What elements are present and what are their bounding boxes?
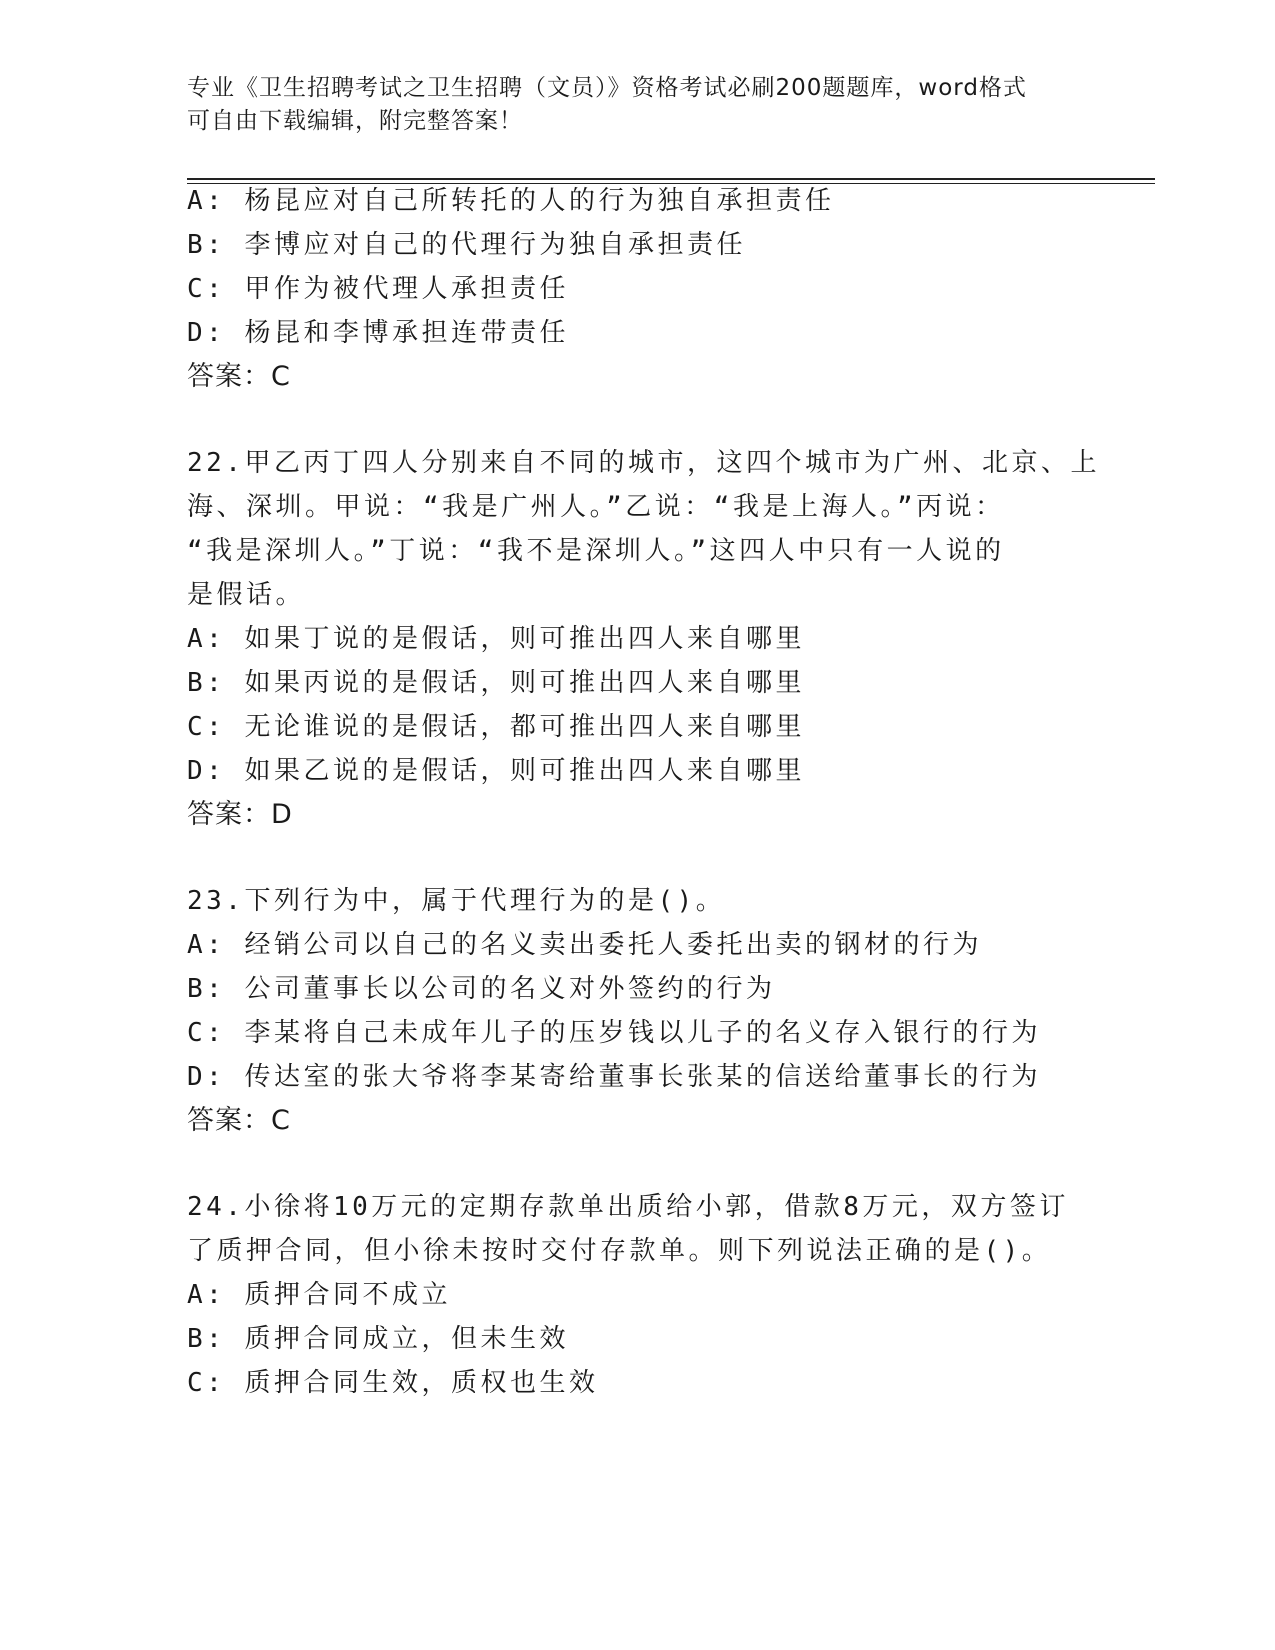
- q23-option-a: A: 经销公司以自己的名义卖出委托人委托出卖的钢材的行为: [187, 930, 982, 960]
- header-line-2: 可自由下载编辑，附完整答案！: [187, 108, 523, 134]
- q23-option-b: B: 公司董事长以公司的名义对外签约的行为: [187, 974, 776, 1004]
- q22-stem-line-1: 22.甲乙丙丁四人分别来自不同的城市，这四个城市为广州、北京、上: [187, 448, 1100, 478]
- q22-option-b: B: 如果丙说的是假话，则可推出四人来自哪里: [187, 668, 805, 698]
- q22-option-d: D: 如果乙说的是假话，则可推出四人来自哪里: [187, 756, 805, 786]
- q24-option-a: A: 质押合同不成立: [187, 1280, 451, 1310]
- q23-option-c: C: 李某将自己未成年儿子的压岁钱以儿子的名义存入银行的行为: [187, 1018, 1041, 1048]
- q21-option-b: B: 李博应对自己的代理行为独自承担责任: [187, 230, 746, 260]
- document-header: [187, 72, 1087, 138]
- q21-option-a: A: 杨昆应对自己所转托的人的行为独自承担责任: [187, 186, 835, 216]
- q21-option-d: D: 杨昆和李博承担连带责任: [187, 318, 569, 348]
- q24-option-b: B: 质押合同成立，但未生效: [187, 1324, 569, 1354]
- q22-stem-line-2: 海、深圳。甲说：“我是广州人。”乙说：“我是上海人。”丙说：: [187, 492, 1005, 522]
- q22-stem-line-3: “我是深圳人。”丁说：“我不是深圳人。”这四人中只有一人说的: [187, 536, 1005, 566]
- q23-stem-line-1: 23.下列行为中，属于代理行为的是()。: [187, 886, 726, 916]
- q22-option-a: A: 如果丁说的是假话，则可推出四人来自哪里: [187, 624, 805, 654]
- q24-option-c: C: 质押合同生效，质权也生效: [187, 1368, 599, 1398]
- header-divider-thick: [187, 178, 1155, 180]
- q23-option-d: D: 传达室的张大爷将李某寄给董事长张某的信送给董事长的行为: [187, 1062, 1041, 1092]
- q23-answer: 答案：C: [187, 1105, 291, 1136]
- q22-option-c: C: 无论谁说的是假话，都可推出四人来自哪里: [187, 712, 805, 742]
- header-line-1: 专业《卫生招聘考试之卫生招聘（文员）》资格考试必刷200题题库，word格式: [187, 75, 1027, 101]
- q24-stem-line-1: 24.小徐将10万元的定期存款单出质给小郭，借款8万元，双方签订: [187, 1192, 1069, 1222]
- q22-answer: 答案：D: [187, 799, 293, 830]
- q22-stem-line-4: 是假话。: [187, 580, 306, 610]
- q21-answer: 答案：C: [187, 361, 291, 392]
- q21-option-c: C: 甲作为被代理人承担责任: [187, 274, 569, 304]
- q24-stem-line-2: 了质押合同，但小徐未按时交付存款单。则下列说法正确的是()。: [187, 1236, 1052, 1266]
